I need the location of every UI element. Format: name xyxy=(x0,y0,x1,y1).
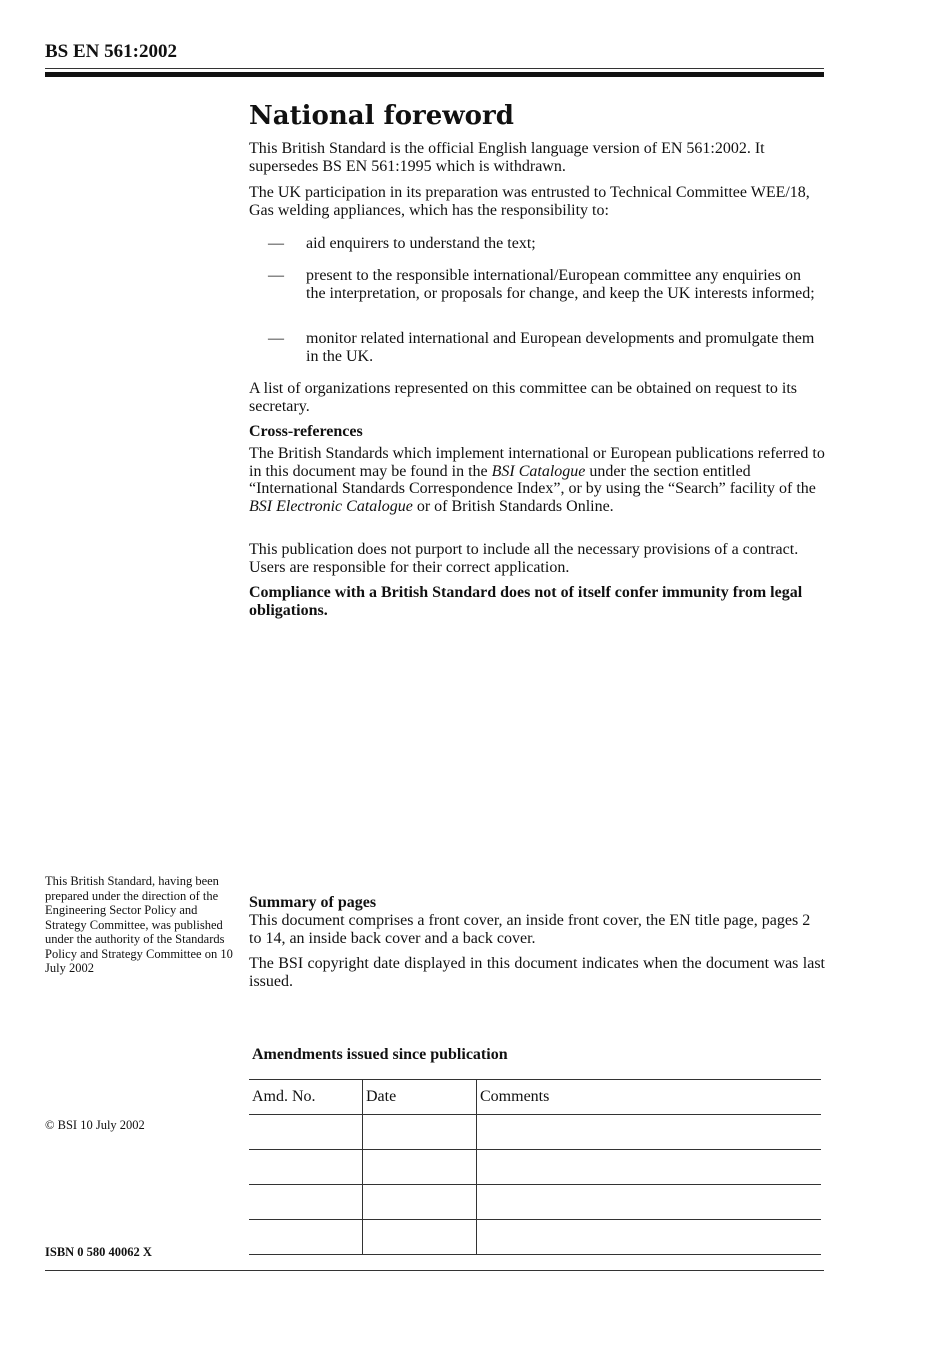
bsi-electronic-catalogue-ref: BSI Electronic Catalogue xyxy=(249,497,413,515)
header-rule-thin xyxy=(45,68,824,69)
table-cell xyxy=(249,1150,363,1185)
table-row xyxy=(249,1220,821,1255)
standard-code: BS EN 561:2002 xyxy=(45,41,177,62)
table-header-row xyxy=(249,1080,821,1115)
compliance-statement: Compliance with a British Standard does not of itself confer immunity from legal obligations. xyxy=(249,584,803,619)
amendments-table xyxy=(249,1079,821,1255)
bullet-text: monitor related international and European developments and promulgate them in the UK. xyxy=(306,330,815,365)
bullet-text: aid enquirers to understand the text; xyxy=(306,235,536,252)
amendments-heading: Amendments issued since publication xyxy=(252,1046,508,1063)
foreword-para-1: This British Standard is the official English language version of EN 561:2002. It supersedes BS EN 561:1995 which is withdrawn. xyxy=(249,140,765,175)
cross-text-1: The British Standards which implement international or European publications referred to in this document may be found in the xyxy=(249,445,825,480)
table-cell xyxy=(363,1150,477,1185)
summary-text: This document comprises a front cover, an inside front cover, the EN title page, pages 2 to 14, an inside back cover and a back cover. xyxy=(249,912,811,947)
foreword-para-4: This publication does not purport to include all the necessary provisions of a contract. Users are responsible for their correct application. xyxy=(249,541,799,576)
cross-references-text xyxy=(249,445,825,515)
copyright-date-note: The BSI copyright date displayed in this document indicates when the document was last issued. xyxy=(249,955,825,990)
table-cell xyxy=(249,1220,363,1255)
table-cell xyxy=(477,1220,822,1255)
table-cell xyxy=(249,1115,363,1150)
table-cell xyxy=(477,1115,822,1150)
table-row xyxy=(249,1115,821,1150)
bullet-dash: — xyxy=(268,235,284,252)
bullet-text: present to the responsible international/European committee any enquiries on the interpretation, or proposals for change, and keep the UK interests informed; xyxy=(306,267,815,302)
bsi-catalogue-ref: BSI Catalogue xyxy=(491,462,586,480)
cross-text-3: or of British Standards Online. xyxy=(412,497,614,515)
isbn: ISBN 0 580 40062 X xyxy=(45,1245,152,1259)
column-header-date: Date xyxy=(363,1080,477,1115)
header-rule-thick xyxy=(45,72,824,77)
publication-note: This British Standard, having been prepared under the direction of the Engineering Sector Policy and Strategy Committee, was published under the authority of the Standards Policy and Strategy Committee on 10 July 2002 xyxy=(45,874,233,975)
foreword-para-3: A list of organizations represented on this committee can be obtained on request to its secretary. xyxy=(249,380,798,415)
footer-rule xyxy=(45,1270,824,1271)
foreword-para-2: The UK participation in its preparation was entrusted to Technical Committee WEE/18, Gas welding appliances, which has the responsibility to: xyxy=(249,184,810,219)
column-header-amd-no: Amd. No. xyxy=(249,1080,363,1115)
table-cell xyxy=(477,1185,822,1220)
copyright-notice: © BSI 10 July 2002 xyxy=(45,1118,145,1132)
table-cell xyxy=(363,1115,477,1150)
table-cell xyxy=(363,1185,477,1220)
cross-references-heading: Cross-references xyxy=(249,423,363,440)
table-cell xyxy=(363,1220,477,1255)
cross-text-2: under the section entitled “International Standards Correspondence Index”, or by using the “Search” facility of the xyxy=(249,462,816,497)
page-title: National foreword xyxy=(249,101,514,131)
bullet-dash: — xyxy=(268,330,284,347)
table-row xyxy=(249,1150,821,1185)
table-row xyxy=(249,1185,821,1220)
bullet-dash: — xyxy=(268,267,284,284)
summary-heading: Summary of pages xyxy=(249,894,377,911)
table-cell xyxy=(249,1185,363,1220)
column-header-comments: Comments xyxy=(477,1080,822,1115)
table-cell xyxy=(477,1150,822,1185)
